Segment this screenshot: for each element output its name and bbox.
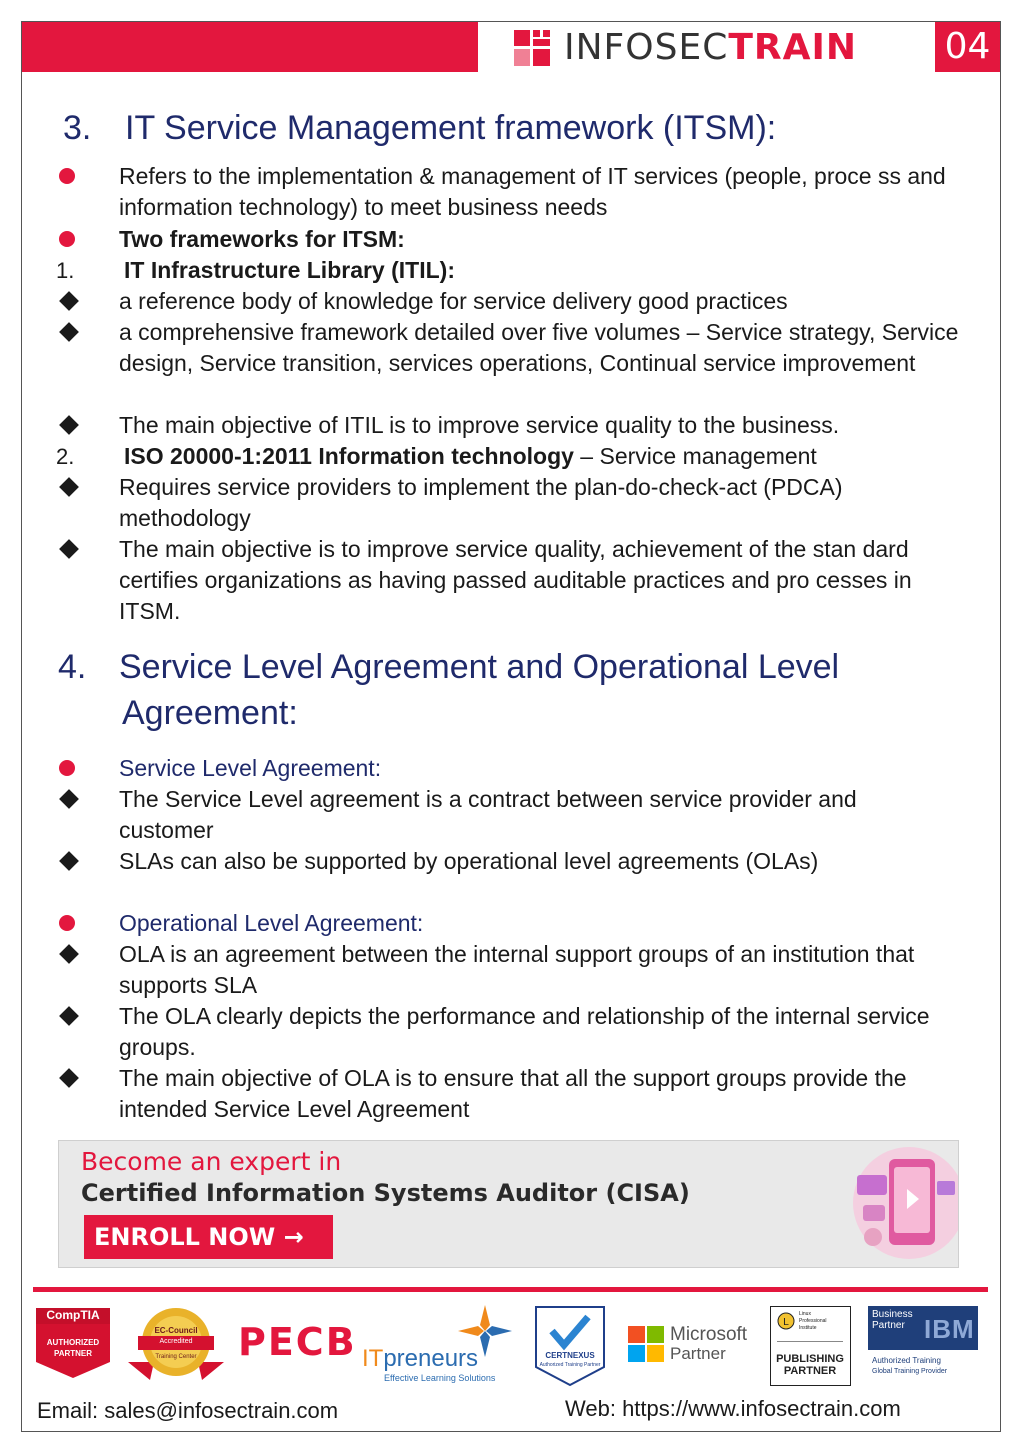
certnexus-partner-logo: CERTNEXUS Authorized Training Partner <box>532 1305 608 1387</box>
phone-illustration-icon <box>829 1141 959 1268</box>
section-3-number: 3. <box>63 109 92 147</box>
footer-web-link[interactable]: Web: https://www.infosectrain.com <box>565 1396 901 1421</box>
footer-email-link[interactable]: Email: sales@infosectrain.com <box>37 1398 339 1423</box>
banner-headline: Become an expert in <box>81 1147 342 1176</box>
logo-grid-icon <box>514 30 550 66</box>
cisa-promo-banner[interactable] <box>58 1140 959 1268</box>
enroll-now-button[interactable]: ENROLL NOW → <box>84 1215 333 1259</box>
infosectrain-logo[interactable] <box>514 28 857 68</box>
ola-heading: Operational Level Agreement: <box>119 910 424 936</box>
red-bullet-icon <box>59 915 75 931</box>
red-bullet-icon <box>59 231 75 247</box>
ibm-business-partner-logo: Business Partner IBM Authorized Training Global Training Provider <box>868 1306 980 1386</box>
comptia-partner-logo: CompTIA AUTHORIZED PARTNER <box>34 1306 112 1380</box>
microsoft-squares-icon <box>628 1326 664 1362</box>
logo-wordmark: INFOSECTRAIN <box>564 27 857 68</box>
section-3-title: IT Service Management framework (ITSM): <box>125 109 777 147</box>
ec-council-partner-logo: EC-Council Accredited Training Center <box>120 1306 232 1384</box>
header-red-bar <box>22 22 478 72</box>
banner-course-title: Certified Information Systems Auditor (CISA) <box>81 1179 690 1207</box>
red-bullet-icon <box>59 760 75 776</box>
svg-text:L: L <box>783 1317 789 1328</box>
lpi-publishing-partner-logo: L Linux Professional Institute PUBLISHING PARTNER <box>770 1306 851 1386</box>
itpreneurs-partner-logo: ITpreneurs Effective Learning Solutions <box>362 1305 520 1387</box>
pecb-partner-logo: PECB <box>238 1320 357 1364</box>
lpi-emblem-icon <box>777 1312 795 1330</box>
sla-heading: Service Level Agreement: <box>119 755 382 781</box>
section-4-number: 4. <box>58 648 87 686</box>
red-bullet-icon <box>59 168 75 184</box>
footer-divider <box>33 1287 988 1292</box>
page-number: 04 <box>935 22 1000 72</box>
microsoft-partner-logo: Microsoft Partner <box>628 1324 758 1364</box>
